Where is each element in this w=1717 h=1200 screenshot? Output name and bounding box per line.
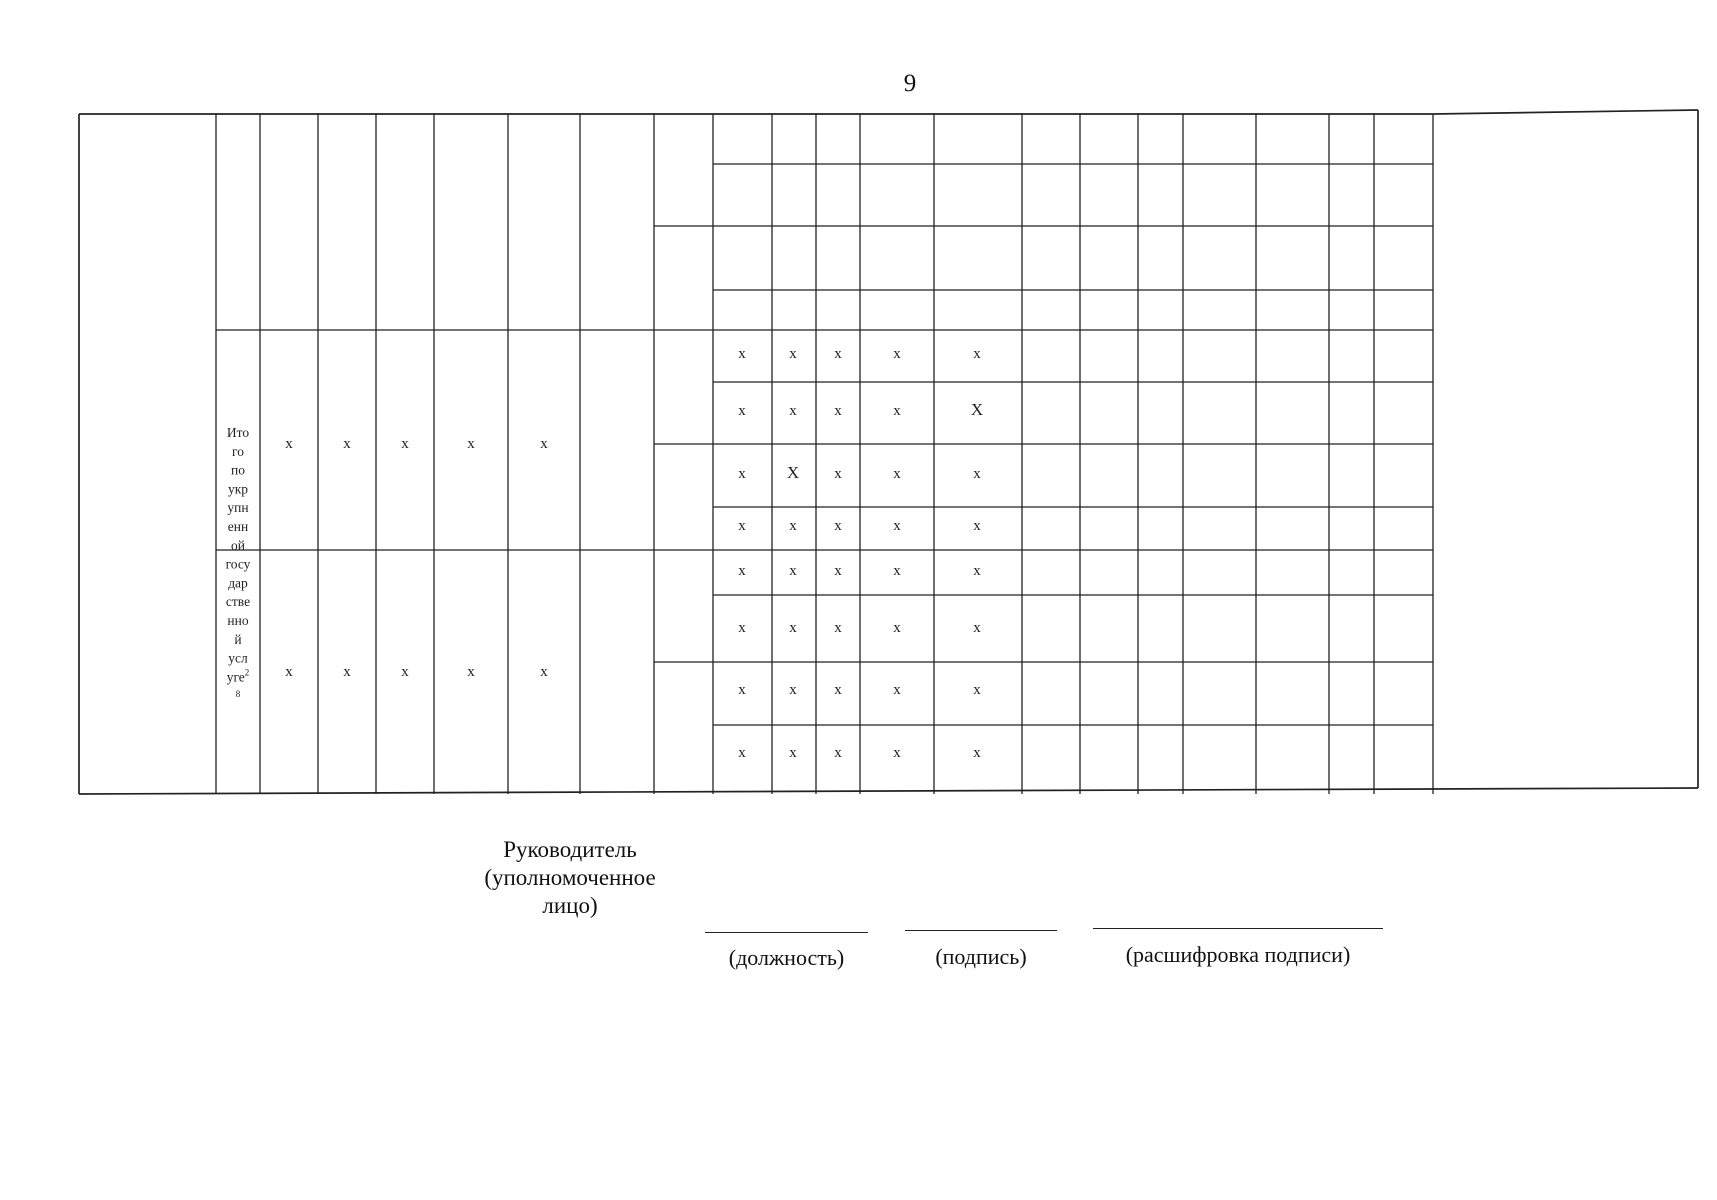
x-mark: x	[343, 664, 351, 680]
signature-line	[905, 930, 1057, 931]
position-caption: (должность)	[728, 945, 845, 970]
x-mark: x	[738, 346, 746, 362]
x-mark: x	[834, 466, 842, 482]
x-mark: x	[789, 518, 797, 534]
x-mark: x	[738, 620, 746, 636]
table-border-top	[1433, 110, 1698, 114]
x-mark: x	[401, 664, 409, 680]
x-mark: x	[834, 518, 842, 534]
x-mark: x	[893, 403, 901, 419]
row-label-line: стве	[225, 594, 251, 610]
x-mark: x	[893, 466, 901, 482]
row-label-line: дар	[228, 575, 248, 591]
x-mark: x	[789, 682, 797, 698]
x-mark: x	[738, 682, 746, 698]
position-line	[705, 932, 868, 933]
table-border-bottom	[79, 788, 1698, 794]
x-mark: x	[893, 346, 901, 362]
x-mark: x	[973, 518, 981, 534]
x-mark: x	[540, 664, 548, 680]
x-mark: x	[973, 745, 981, 761]
decoding-caption: (расшифровка подписи)	[1125, 942, 1351, 967]
row-label-line: го	[232, 443, 244, 459]
x-mark: x	[834, 620, 842, 636]
row-label-line: уге$^2$	[226, 667, 250, 685]
x-mark: x	[285, 664, 293, 680]
x-mark: x	[834, 346, 842, 362]
row-label-line: нно	[227, 613, 249, 628]
x-mark: x	[467, 664, 475, 680]
page-number: 9	[903, 70, 917, 97]
x-mark: x	[893, 620, 901, 636]
signatory-title	[455, 836, 685, 920]
signature-caption: (подпись)	[935, 944, 1027, 969]
x-mark: x	[738, 563, 746, 579]
x-mark: x	[738, 466, 746, 482]
x-mark: x	[893, 745, 901, 761]
row-label-line: укр	[227, 481, 249, 497]
x-mark: x	[834, 682, 842, 698]
x-mark: x	[789, 403, 797, 419]
x-mark: x	[789, 745, 797, 761]
x-mark: x	[789, 620, 797, 636]
x-mark: x	[738, 518, 746, 534]
x-mark: x	[834, 745, 842, 761]
x-mark: x	[401, 436, 409, 452]
x-mark: x	[973, 563, 981, 579]
x-mark: x	[834, 403, 842, 419]
footnote-number: 8	[235, 689, 241, 699]
row-label-line: ой	[231, 537, 245, 553]
decoding-line	[1093, 928, 1383, 929]
row-label-line: по	[231, 462, 245, 478]
x-mark: x	[540, 436, 548, 452]
signatory-title-line: лицо)	[542, 893, 598, 918]
row-label-line: упн	[227, 500, 249, 516]
x-mark: x	[738, 745, 746, 761]
footnote-mark: 2	[244, 667, 250, 678]
row-label-line: госу	[225, 556, 251, 572]
x-mark: x	[893, 563, 901, 579]
x-mark: X	[970, 400, 984, 419]
x-mark: x	[893, 682, 901, 698]
x-mark: X	[786, 463, 800, 482]
x-mark: x	[285, 436, 293, 452]
row-label-line: й	[234, 631, 242, 647]
x-mark: x	[343, 436, 351, 452]
x-mark: x	[467, 436, 475, 452]
x-mark: x	[789, 346, 797, 362]
x-mark: x	[738, 403, 746, 419]
row-label-line: Ито	[226, 425, 250, 440]
x-mark: x	[973, 620, 981, 636]
signatory-title-line: (уполномоченное	[484, 865, 656, 890]
x-mark: x	[973, 466, 981, 482]
x-mark: x	[893, 518, 901, 534]
row-label-line: енн	[227, 519, 249, 534]
x-mark: x	[834, 563, 842, 579]
row-label-line: усл	[228, 650, 248, 666]
x-mark: x	[789, 563, 797, 579]
x-mark: x	[973, 682, 981, 698]
x-mark: x	[973, 346, 981, 362]
signatory-title-line: Руководитель	[503, 837, 637, 862]
